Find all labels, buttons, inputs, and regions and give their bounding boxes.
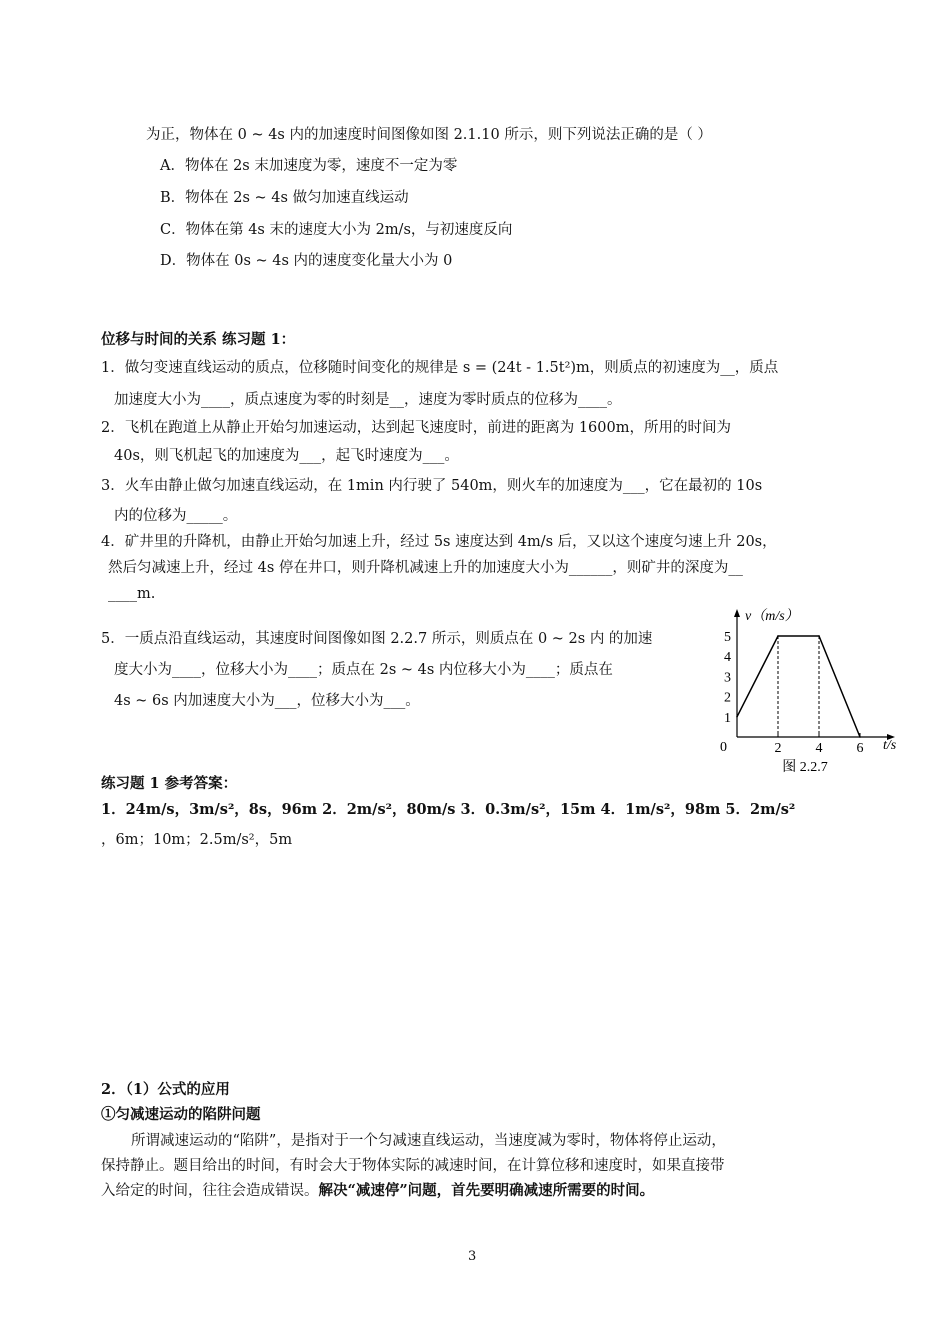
y-tick-label: 1 (724, 710, 731, 726)
velocity-series-line (737, 636, 860, 737)
option-b: B．物体在 2s ~ 4s 做匀加速直线运动 (160, 190, 409, 206)
data-point (777, 635, 779, 637)
y-tick-label: 4 (724, 650, 731, 666)
question-3-line-1: 3．火车由静止做匀加速直线运动，在 1min 内行驶了 540m，则火车的加速度为___，它在最初的 10s (101, 478, 763, 494)
question-5-line-3: 4s ~ 6s 内加速度大小为___，位移大小为___。 (114, 693, 420, 709)
question-4-line-2: 然后匀减速上升，经过 4s 停在井口，则升降机减速上升的加速度大小为______，则矿井的深度为__ (108, 560, 743, 576)
answers-line-2: ，6m；10m；2.5m/s²，5m (101, 832, 293, 848)
x-tick-label: 6 (856, 741, 864, 756)
question-2-line-2: 40s，则飞机起飞的加速度为___，起飞时速度为___。 (114, 448, 459, 464)
x-tick-label: 4 (815, 741, 823, 756)
paragraph-line-3-bold: 解决“减速停”问题，首先要明确减速所需要的时间。 (318, 1182, 655, 1199)
y-axis-label: v（m/s） (745, 609, 799, 624)
question-stem: 为正，物体在 0 ~ 4s 内的加速度时间图像如图 2.1.10 所示，则下列说法正确的是（ ） (146, 127, 712, 143)
origin-label: 0 (720, 740, 727, 755)
option-c: C．物体在第 4s 末的速度大小为 2m/s，与初速度反向 (160, 222, 513, 238)
question-4-line-1: 4．矿井里的升降机，由静止开始匀加速上升，经过 5s 速度达到 4m/s 后，又以这个速度匀速上升 20s， (101, 534, 777, 550)
question-1-line-1: 1．做匀变速直线运动的质点，位移随时间变化的规律是 s = (24t - 1.5t²)m，则质点的初速度为__，质点 (101, 360, 779, 376)
answers-heading: 练习题 1 参考答案： (101, 775, 238, 792)
section-2-heading: 2．（1）公式的应用 (101, 1081, 230, 1098)
data-point (818, 635, 820, 637)
question-3-line-2: 内的位移为_____。 (114, 508, 238, 524)
y-tick-label: 2 (724, 690, 731, 706)
question-5-line-1: 5．一质点沿直线运动，其速度时间图像如图 2.2.7 所示，则质点在 0 ~ 2s 内 的加速 (101, 631, 653, 647)
data-point (859, 736, 861, 738)
option-a: A．物体在 2s 末加速度为零，速度不一定为零 (160, 158, 458, 174)
paragraph-line-2: 保持静止。题目给出的时间，有时会大于物体实际的减速时间，在计算位移和速度时，如果直接带 (101, 1158, 725, 1174)
paragraph-line-1: 所谓减速运动的“陷阱”，是指对于一个匀减速直线运动，当速度减为零时，物体将停止运动， (131, 1133, 726, 1149)
y-tick-label: 5 (724, 630, 731, 645)
x-tick-label: 2 (774, 741, 782, 756)
section-2-subheading: ①匀减速运动的陷阱问题 (101, 1106, 261, 1123)
paragraph-line-3 (101, 1181, 654, 1201)
question-1-line-2: 加速度大小为____，质点速度为零的时刻是__，速度为零时质点的位移为____。 (114, 392, 622, 408)
question-4-line-3: ____m. (108, 586, 156, 602)
paragraph-line-3-normal: 入给定的时间，往往会造成错误。 (101, 1183, 319, 1199)
question-5-line-2: 度大小为____，位移大小为____；质点在 2s ~ 4s 内位移大小为____；质点在 (114, 662, 613, 678)
velocity-time-graph (715, 605, 910, 780)
question-2-line-1: 2．飞机在跑道上从静止开始匀加速运动，达到起飞速度时，前进的距离为 1600m，所用的时间为 (101, 420, 731, 436)
section-heading: 位移与时间的关系 练习题 1： (101, 331, 296, 348)
y-axis-arrow-icon (734, 609, 740, 617)
x-axis-label: t/s (883, 738, 897, 753)
option-d: D．物体在 0s ~ 4s 内的速度变化量大小为 0 (160, 253, 453, 269)
page-number: 3 (468, 1249, 477, 1264)
y-tick-label: 3 (724, 670, 731, 686)
figure-caption: 图 2.2.7 (782, 760, 828, 775)
answers-line-1: 1．24m/s，3m/s²，8s，96m 2．2m/s²，80m/s 3．0.3m/s²，15m 4．1m/s²，98m 5．2m/s² (101, 801, 796, 818)
data-point (736, 716, 738, 718)
